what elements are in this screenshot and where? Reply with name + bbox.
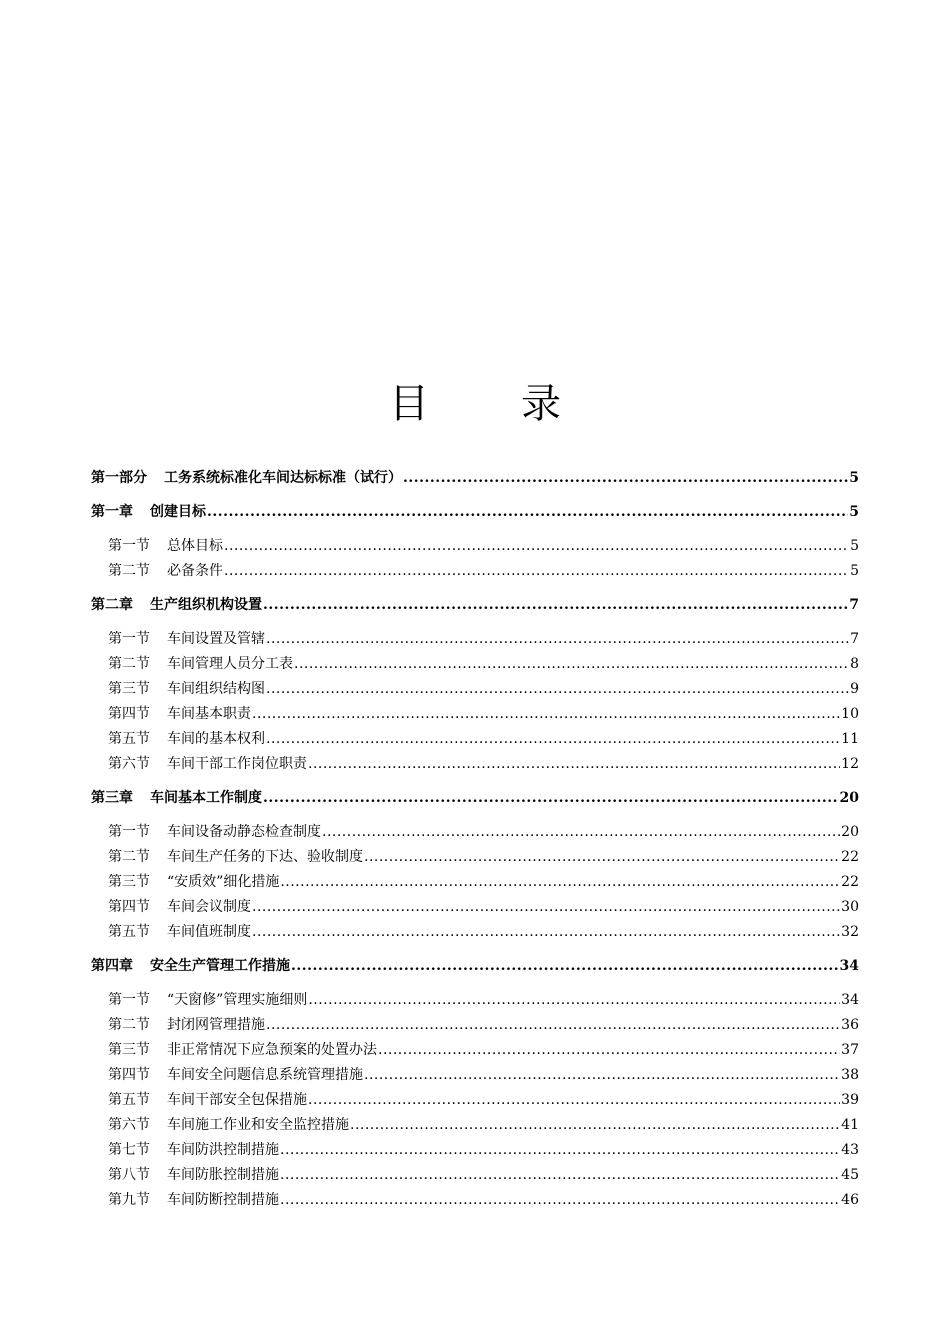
toc-entry-page: 34 <box>839 958 859 974</box>
dot-leader <box>364 845 840 870</box>
toc-entry-title: 工务系统标准化车间达标标准（试行） <box>164 470 402 486</box>
toc-chapter-entry[interactable] <box>91 593 859 618</box>
toc-entry-page: 7 <box>849 597 859 613</box>
dot-leader <box>266 677 849 702</box>
toc-section-entry[interactable] <box>91 1113 859 1138</box>
toc-entry-number: 第二章 <box>91 597 133 613</box>
toc-entry-number: 第一部分 <box>91 470 147 486</box>
toc-entry-page: 43 <box>841 1142 859 1158</box>
toc-entry-page: 32 <box>841 924 859 940</box>
toc-entry-page: 7 <box>850 631 859 647</box>
dot-leader <box>252 895 840 920</box>
toc-entry-number: 第五节 <box>108 924 150 940</box>
toc-entry-page: 5 <box>850 563 859 579</box>
toc-entry-title: 车间防胀控制措施 <box>167 1167 279 1183</box>
toc-entry-title: 创建目标 <box>150 504 206 520</box>
toc-entry-title: 车间防洪控制措施 <box>167 1142 279 1158</box>
title-right-char: 录 <box>521 381 561 427</box>
toc-entry-number: 第二节 <box>108 1017 150 1033</box>
toc-entry-title: 车间干部安全包保措施 <box>167 1092 307 1108</box>
toc-section-entry[interactable] <box>91 627 859 652</box>
toc-section-entry[interactable] <box>91 1138 859 1163</box>
toc-entry-page: 38 <box>841 1067 859 1083</box>
toc-entry-page: 20 <box>839 790 859 806</box>
toc-entry-page: 9 <box>850 681 859 697</box>
dot-leader <box>263 593 848 618</box>
toc-entry-page: 22 <box>841 849 859 865</box>
toc-entry-page: 34 <box>841 992 859 1008</box>
toc-section-entry[interactable] <box>91 1038 859 1063</box>
dot-leader <box>350 1113 840 1138</box>
toc-entry-title: “安质效”细化措施 <box>167 874 280 890</box>
toc-entry-title: 封闭网管理措施 <box>167 1017 265 1033</box>
toc-entry-title: 车间防断控制措施 <box>167 1192 279 1208</box>
toc-entry-title: 车间安全问题信息系统管理措施 <box>167 1067 363 1083</box>
toc-section-entry[interactable] <box>91 1013 859 1038</box>
dot-leader <box>308 1088 840 1113</box>
toc-section-entry[interactable] <box>91 1088 859 1113</box>
toc-entry-page: 39 <box>841 1092 859 1108</box>
toc-entry-page: 11 <box>841 731 859 747</box>
toc-entry-number: 第一节 <box>108 631 150 647</box>
toc-entry-title: 车间设置及管辖 <box>167 631 265 647</box>
toc-section-entry[interactable] <box>91 1163 859 1188</box>
toc-entry-number: 第三章 <box>91 790 133 806</box>
dot-leader <box>280 1188 840 1213</box>
dot-leader <box>207 500 848 525</box>
toc-entry-number: 第二节 <box>108 656 150 672</box>
toc-chapter-entry[interactable] <box>91 954 859 979</box>
dot-leader <box>403 466 848 491</box>
toc-entry-number: 第五节 <box>108 731 150 747</box>
toc-section-entry[interactable] <box>91 845 859 870</box>
toc-entry-title: 非正常情况下应急预案的处置办法 <box>167 1042 377 1058</box>
toc-entry-title: 总体目标 <box>167 538 223 554</box>
toc-section-entry[interactable] <box>91 1063 859 1088</box>
toc-entry-page: 37 <box>841 1042 859 1058</box>
page-title <box>0 376 950 432</box>
toc-entry-number: 第二节 <box>108 563 150 579</box>
toc-section-entry[interactable] <box>91 534 859 559</box>
toc-entry-page: 5 <box>849 470 859 486</box>
toc-section-entry[interactable] <box>91 559 859 584</box>
toc-entry-page: 5 <box>849 504 859 520</box>
toc-entry-number: 第六节 <box>108 1117 150 1133</box>
toc-entry-number: 第四节 <box>108 899 150 915</box>
toc-entry-number: 第七节 <box>108 1142 150 1158</box>
dot-leader <box>266 727 840 752</box>
toc-section-entry[interactable] <box>91 677 859 702</box>
dot-leader <box>291 954 839 979</box>
toc-entry-title: 生产组织机构设置 <box>150 597 262 613</box>
toc-entry-title: 车间会议制度 <box>167 899 251 915</box>
toc-entry-page: 12 <box>841 756 859 772</box>
toc-section-entry[interactable] <box>91 1188 859 1213</box>
toc-entry-number: 第四章 <box>91 958 133 974</box>
toc-section-entry[interactable] <box>91 652 859 677</box>
toc-entry-number: 第三节 <box>108 681 150 697</box>
toc-entry-page: 45 <box>841 1167 859 1183</box>
toc-entry-number: 第一节 <box>108 824 150 840</box>
toc-entry-number: 第二节 <box>108 849 150 865</box>
dot-leader <box>280 1163 840 1188</box>
toc-entry-number: 第三节 <box>108 1042 150 1058</box>
dot-leader <box>280 870 840 895</box>
toc-section-entry[interactable] <box>91 820 859 845</box>
toc-chapter-entry[interactable] <box>91 466 859 491</box>
toc-entry-page: 5 <box>850 538 859 554</box>
toc-entry-page: 20 <box>841 824 859 840</box>
dot-leader <box>224 559 849 584</box>
toc-entry-number: 第四节 <box>108 706 150 722</box>
dot-leader <box>280 1138 840 1163</box>
toc-entry-number: 第四节 <box>108 1067 150 1083</box>
toc-section-entry[interactable] <box>91 752 859 777</box>
dot-leader <box>308 988 840 1013</box>
dot-leader <box>252 920 840 945</box>
toc-section-entry[interactable] <box>91 702 859 727</box>
dot-leader <box>378 1038 840 1063</box>
toc-entry-number: 第八节 <box>108 1167 150 1183</box>
toc-entry-title: 车间施工作业和安全监控措施 <box>167 1117 349 1133</box>
dot-leader <box>266 627 849 652</box>
toc-entry-title: 安全生产管理工作措施 <box>150 958 290 974</box>
toc-entry-title: 车间值班制度 <box>167 924 251 940</box>
toc-entry-title: 车间组织结构图 <box>167 681 265 697</box>
toc-entry-title: 车间基本职责 <box>167 706 251 722</box>
table-of-contents <box>91 466 859 1213</box>
toc-entry-title: 车间干部工作岗位职责 <box>167 756 307 772</box>
toc-entry-number: 第一章 <box>91 504 133 520</box>
toc-entry-page: 46 <box>841 1192 859 1208</box>
toc-entry-number: 第六节 <box>108 756 150 772</box>
title-left-char: 目 <box>389 381 429 427</box>
toc-chapter-entry[interactable] <box>91 500 859 525</box>
toc-entry-number: 第九节 <box>108 1192 150 1208</box>
toc-entry-number: 第三节 <box>108 874 150 890</box>
toc-entry-title: 车间的基本权利 <box>167 731 265 747</box>
dot-leader <box>252 702 840 727</box>
dot-leader <box>364 1063 840 1088</box>
dot-leader <box>224 534 849 559</box>
toc-entry-page: 30 <box>841 899 859 915</box>
toc-entry-title: 必备条件 <box>167 563 223 579</box>
dot-leader <box>294 652 849 677</box>
toc-section-entry[interactable] <box>91 895 859 920</box>
toc-entry-title: 车间设备动静态检查制度 <box>167 824 321 840</box>
toc-entry-number: 第一节 <box>108 992 150 1008</box>
toc-entry-title: 车间管理人员分工表 <box>167 656 293 672</box>
toc-chapter-entry[interactable] <box>91 786 859 811</box>
toc-entry-page: 41 <box>841 1117 859 1133</box>
toc-entry-page: 10 <box>841 706 859 722</box>
toc-entry-page: 36 <box>841 1017 859 1033</box>
toc-section-entry[interactable] <box>91 727 859 752</box>
toc-entry-number: 第一节 <box>108 538 150 554</box>
toc-section-entry[interactable] <box>91 920 859 945</box>
toc-entry-title: 车间基本工作制度 <box>150 790 262 806</box>
dot-leader <box>322 820 840 845</box>
toc-entry-page: 8 <box>850 656 859 672</box>
toc-entry-title: 车间生产任务的下达、验收制度 <box>167 849 363 865</box>
dot-leader <box>263 786 839 811</box>
toc-section-entry[interactable] <box>91 870 859 895</box>
toc-entry-page: 22 <box>841 874 859 890</box>
toc-section-entry[interactable] <box>91 988 859 1013</box>
toc-entry-title: “天窗修”管理实施细则 <box>167 992 308 1008</box>
dot-leader <box>308 752 840 777</box>
dot-leader <box>266 1013 840 1038</box>
toc-entry-number: 第五节 <box>108 1092 150 1108</box>
